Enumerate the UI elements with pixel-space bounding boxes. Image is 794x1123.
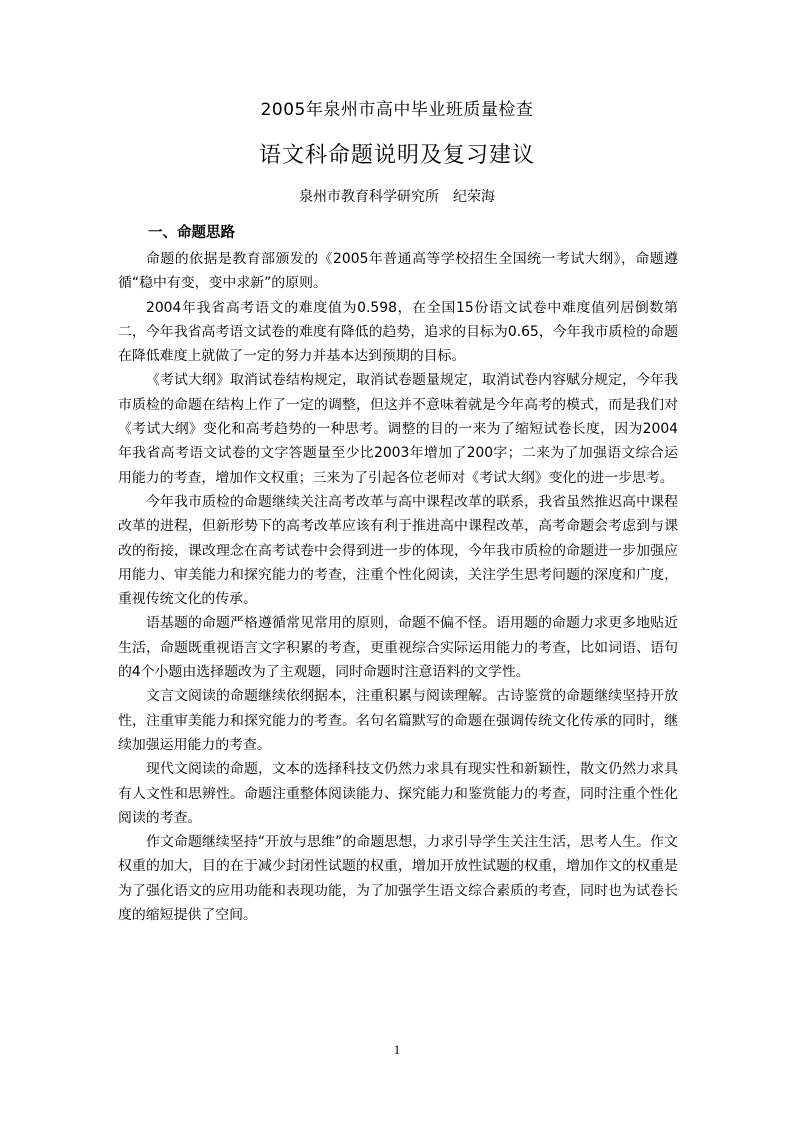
paragraph: 文言文阅读的命题继续依纲据本，注重积累与阅读理解。古诗鉴赏的命题继续坚持开放性，注重审美能力和探究能力的考查。名句名篇默写的命题在强调传统文化传承的同时，继续加强运用能力的考查。: [118, 688, 678, 753]
page-number: 1: [393, 1042, 401, 1057]
section-heading: 一、命题思路: [148, 225, 235, 241]
document-title-line1: 2005年泉州市高中毕业班质量检查: [260, 100, 534, 120]
paragraph: 作文命题继续坚持“开放与思维”的命题思想，力求引导学生关注生活，思考人生。作文权重的加大，目的在于减少封闭性试题的权重，增加开放性试题的权重，增加作文的权重是为了强化语文的应用功能和表现功能，为了加强学生语文综合素质的考查，同时也为试卷长度的缩短提供了空间。: [118, 834, 678, 924]
paragraph: 今年我市质检的命题继续关注高考改革与高中课程改革的联系，我省虽然推迟高中课程改革的进程，但新形势下的高考改革应该有利于推进高中课程改革，高考命题会考虑到与课改的衔接，课改理念在高考试卷中会得到进一步的体现，今年我市质检的命题进一步加强应用能力、审美能力和探究能力的考查，注重个性化阅读，关注学生思考问题的深度和广度，重视传统文化的传承。: [118, 493, 678, 608]
author-organization: 泉州市教育科学研究所: [299, 189, 439, 205]
document-body: [118, 247, 678, 927]
paragraph: 语基题的命题严格遵循常见常用的原则，命题不偏不怪。语用题的命题力求更多地贴近生活，命题既重视语言文字积累的考查，更重视综合实际运用能力的考查，比如词语、语句的4个小题由选择题改为了主观题，同时命题时注意语料的文学性。: [118, 615, 678, 681]
paragraph: 《考试大纲》取消试卷结构规定，取消试卷题量规定，取消试卷内容赋分规定，今年我市质检的命题在结构上作了一定的调整，但这并不意味着就是今年高考的模式，而是我们对《考试大纲》变化和高考趋势的一种思考。调整的目的一来为了缩短试卷长度，因为2004年我省高考语文试卷的文字答题量至少比2003年增加了200字；二来为了加强语文综合运用能力的考查，增加作文权重；三来为了引起各位老师对《考试大纲》变化的进一步思考。: [118, 372, 678, 486]
paragraph: 现代文阅读的命题，文本的选择科技文仍然力求具有现实性和新颖性，散文仍然力求具有人文性和思辨性。命题注重整体阅读能力、探究能力和鉴赏能力的考查，同时注重个性化阅读的考查。: [118, 761, 678, 826]
paragraph: 命题的依据是教育部颁发的《2005年普通高等学校招生全国统一考试大纲》，命题遵循“稳中有变，变中求新”的原则。: [118, 251, 678, 292]
author-name: 纪荣海: [453, 189, 495, 205]
document-title-line2: 语文科命题说明及复习建议: [258, 143, 535, 168]
author-line: [0, 186, 794, 208]
paragraph: 2004年我省高考语文的难度值为0.598，在全国15份语文试卷中难度值列居倒数第二，今年我省高考语文试卷的难度有降低的趋势，追求的目标为0.65，今年我市质检的命题在降低难度上就做了一定的努力并基本达到预期的目标。: [118, 299, 678, 365]
